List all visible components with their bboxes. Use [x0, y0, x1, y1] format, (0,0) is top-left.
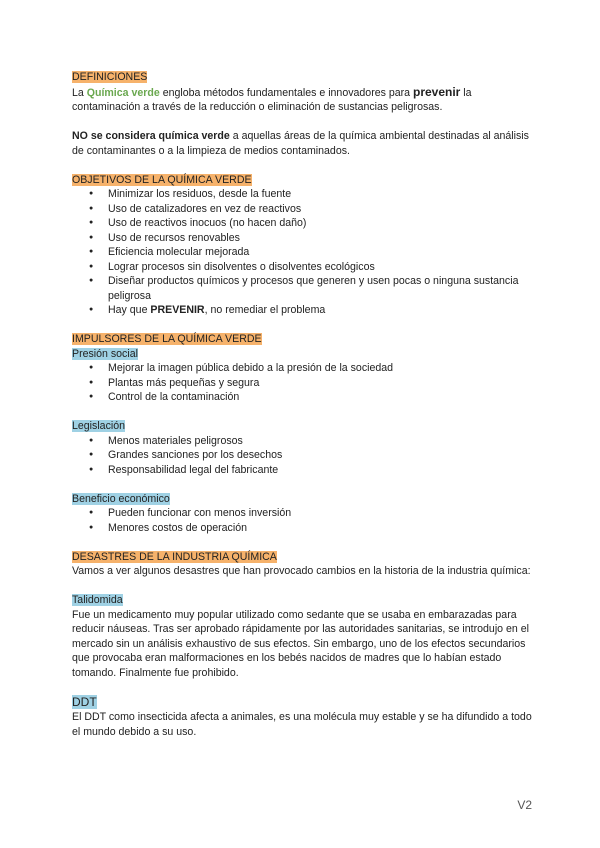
- list-item: ● Menos materiales peligrosos: [72, 434, 532, 449]
- list-item: ● Hay que PREVENIR, no remediar el problema: [72, 303, 532, 318]
- ddt-subheading: DDT: [72, 694, 97, 709]
- document-page: [72, 70, 532, 739]
- list-item: ● Pueden funcionar con menos inversión: [72, 506, 532, 521]
- ddt-text: El DDT como insecticida afecta a animales, es una molécula muy estable y se ha difundido a todo el mundo debido a su uso.: [72, 711, 532, 738]
- talidomida-subheading: Talidomida: [72, 594, 123, 606]
- desastres-intro: Vamos a ver algunos desastres que han provocado cambios en la historia de la industria química:: [72, 565, 531, 577]
- list-item: ● Uso de catalizadores en vez de reactivos: [72, 202, 532, 217]
- impulsores-heading: IMPULSORES DE LA QUÍMICA VERDE: [72, 333, 262, 345]
- legislacion-subheading: Legislación: [72, 420, 126, 432]
- presion-social-subheading: Presión social: [72, 347, 138, 360]
- definiciones-heading: DEFINICIONES: [72, 71, 148, 83]
- list-item: ● Diseñar productos químicos y procesos que generen y usen pocas o ninguna sustancia peligrosa: [72, 274, 532, 303]
- list-item: ● Lograr procesos sin disolventes o disolventes ecológicos: [72, 260, 532, 275]
- legislacion-list: [72, 434, 532, 478]
- list-item: ● Responsabilidad legal del fabricante: [72, 463, 532, 478]
- presion-social-list: [72, 361, 532, 405]
- objetivos-heading: OBJETIVOS DE LA QUÍMICA VERDE: [72, 173, 252, 186]
- desastres-heading: DESASTRES DE LA INDUSTRIA QUÍMICA: [72, 550, 277, 563]
- definicion-no-quimica-verde: NO se considera química verde a aquellas áreas de la química ambiental destinadas al análisis de contaminantes o a la limpieza de medios contaminados.: [72, 130, 529, 157]
- beneficio-list: [72, 506, 532, 535]
- list-item: ● Minimizar los residuos, desde la fuente: [72, 187, 532, 202]
- list-item: ● Grandes sanciones por los desechos: [72, 448, 532, 463]
- list-item: ● Uso de recursos renovables: [72, 231, 532, 246]
- list-item: ● Eficiencia molecular mejorada: [72, 245, 532, 260]
- objetivos-list: [72, 187, 532, 318]
- list-item: ● Plantas más pequeñas y segura: [72, 376, 532, 391]
- talidomida-text: Fue un medicamento muy popular utilizado como sedante que se usaba en embarazadas para reducir náuseas. Tras ser aprobado rápidamente por las autoridades sanitarias, se introdujo en el mercado sin un análisis exhaustivo de sus efectos. Sin embargo, uno de los efectos secundarios que provocaba eran malformaciones en los bebés nacidos de madres que lo habían estado tomando. Finalmente fue prohibido.: [72, 608, 529, 679]
- definicion-quimica-verde: La Química verde engloba métodos fundamentales e innovadores para prevenir la contaminación a través de la reducción o eliminación de sustancias peligrosas.: [72, 84, 472, 113]
- list-item: ● Control de la contaminación: [72, 390, 532, 405]
- list-item: ● Mejorar la imagen pública debido a la presión de la sociedad: [72, 361, 532, 376]
- beneficio-subheading: Beneficio económico: [72, 492, 170, 505]
- list-item: ● Menores costos de operación: [72, 521, 532, 536]
- list-item: ● Uso de reactivos inocuos (no hacen daño): [72, 216, 532, 231]
- page-label: V2: [517, 798, 532, 812]
